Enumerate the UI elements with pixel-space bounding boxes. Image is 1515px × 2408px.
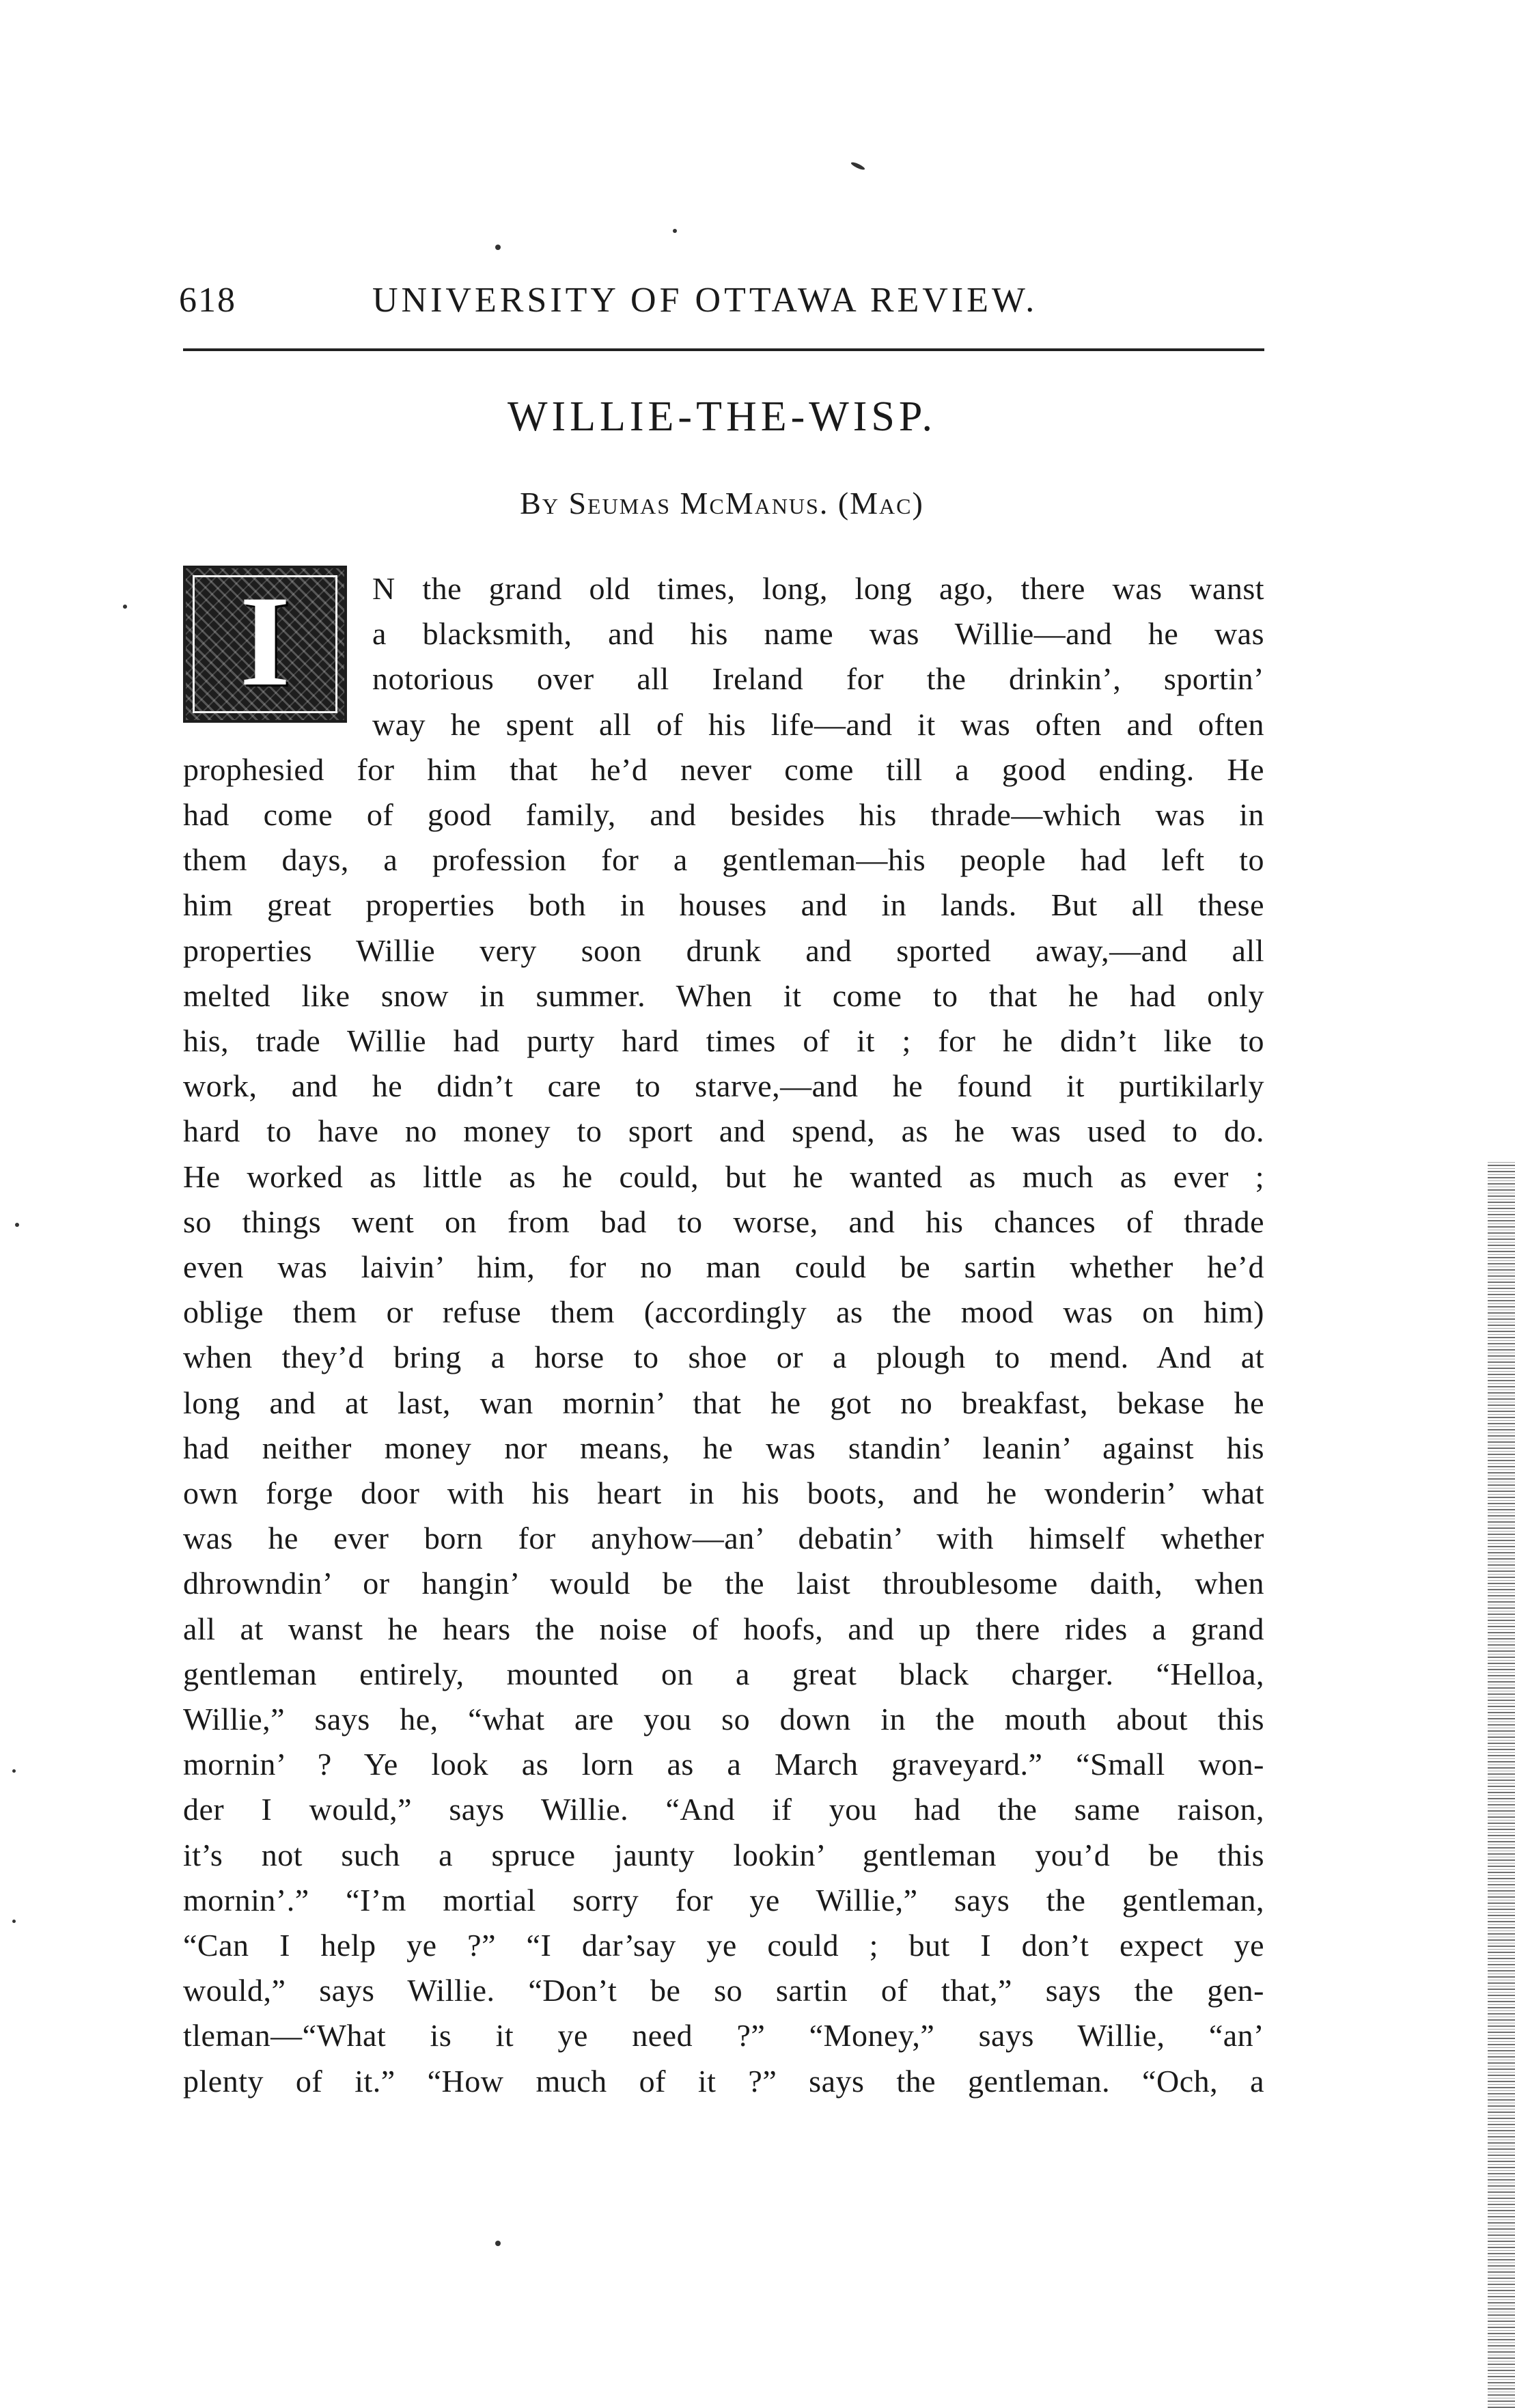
body-line: tleman—“What is it ye need ?” “Money,” says Willie, “an’ <box>183 2018 1264 2053</box>
running-head: UNIVERSITY OF OTTAWA REVIEW. <box>372 281 1038 320</box>
body-line: them days, a profession for a gentleman—his people had left to <box>183 842 1264 878</box>
scan-speck <box>15 1223 19 1227</box>
body-line: oblige them or refuse them (accordingly as the mood was on him) <box>183 1295 1264 1330</box>
scan-speck <box>12 1920 16 1923</box>
body-line: Willie,” says he, “what are you so down in the mouth about this <box>183 1702 1264 1736</box>
body-line: would,” says Willie. “Don’t be so sartin of that,” says the gen- <box>183 1973 1264 2008</box>
body-line: properties Willie very soon drunk and sported away,—and all <box>183 932 1264 968</box>
body-line: gentleman entirely, mounted on a great black charger. “Helloa, <box>183 1656 1264 1691</box>
body-line: melted like snow in summer. When it come to that he had only <box>183 978 1264 1013</box>
scan-speck <box>673 229 677 233</box>
scan-speck <box>495 245 501 250</box>
body-line: when they’d bring a horse to shoe or a plough to mend. And at <box>183 1340 1264 1375</box>
body-line: He worked as little as he could, but he wanted as much as ever ; <box>183 1159 1264 1194</box>
body-line: him great properties both in houses and in lands. But all these <box>183 887 1264 923</box>
scan-speck <box>850 161 865 171</box>
article-title: WILLIE-THE-WISP. <box>508 393 936 440</box>
body-line: way he spent all of his life—and it was often and often <box>372 706 1264 742</box>
ornamental-drop-cap <box>183 566 347 723</box>
body-line: hard to have no money to sport and spend, as he was used to do. <box>183 1113 1264 1149</box>
body-line: dhrowndin’ or hangin’ would be the laist throublesome daith, when <box>183 1566 1264 1601</box>
body-line: prophesied for him that he’d never come till a good ending. He <box>183 751 1264 787</box>
body-line: even was laivin’ him, for no man could be sartin whether he’d <box>183 1249 1264 1284</box>
body-line: der I would,” says Willie. “And if you had the same raison, <box>183 1792 1264 1827</box>
body-line: had neither money nor means, he was standin’ leanin’ against his <box>183 1430 1264 1465</box>
drop-cap-letter: I <box>240 570 290 713</box>
body-line: “Can I help ye ?” “I dar’say ye could ; but I don’t expect ye <box>183 1928 1264 1963</box>
body-line: all at wanst he hears the noise of hoofs, and up there rides a grand <box>183 1611 1264 1646</box>
scan-speck <box>123 605 127 609</box>
body-line: work, and he didn’t care to starve,—and he found it purtikilarly <box>183 1068 1264 1104</box>
article-byline: By Seumas McManus. (Mac) <box>520 486 924 521</box>
scan-speck <box>12 1769 16 1773</box>
body-line: his, trade Willie had purty hard times of it ; for he didn’t like to <box>183 1023 1264 1058</box>
body-line: mornin’ ? Ye look as lorn as a March graveyard.” “Small won- <box>183 1747 1264 1782</box>
body-line: it’s not such a spruce jaunty lookin’ gentleman you’d be this <box>183 1837 1264 1872</box>
body-line: long and at last, wan mornin’ that he got no breakfast, bekase he <box>183 1385 1264 1420</box>
page-edge-scan-strip <box>1488 1161 1515 2408</box>
body-line: was he ever born for anyhow—an’ debatin’ with himself whether <box>183 1521 1264 1556</box>
body-line: had come of good family, and besides his thrade—which was in <box>183 797 1264 832</box>
body-line: own forge door with his heart in his boots, and he wonderin’ what <box>183 1476 1264 1510</box>
body-line: N the grand old times, long, long ago, there was wanst <box>372 571 1264 606</box>
body-line: notorious over all Ireland for the drinkin’, sportin’ <box>372 661 1264 697</box>
body-line: a blacksmith, and his name was Willie—and he was <box>372 616 1264 652</box>
body-line: mornin’.” “I’m mortial sorry for ye Willie,” says the gentleman, <box>183 1882 1264 1918</box>
body-line: plenty of it.” “How much of it ?” says the gentleman. “Och, a <box>183 2063 1264 2099</box>
scan-speck <box>495 2241 501 2246</box>
header-rule <box>183 348 1264 351</box>
page-number: 618 <box>179 281 236 320</box>
page-header <box>179 280 1265 335</box>
body-line: so things went on from bad to worse, and his chances of thrade <box>183 1204 1264 1239</box>
